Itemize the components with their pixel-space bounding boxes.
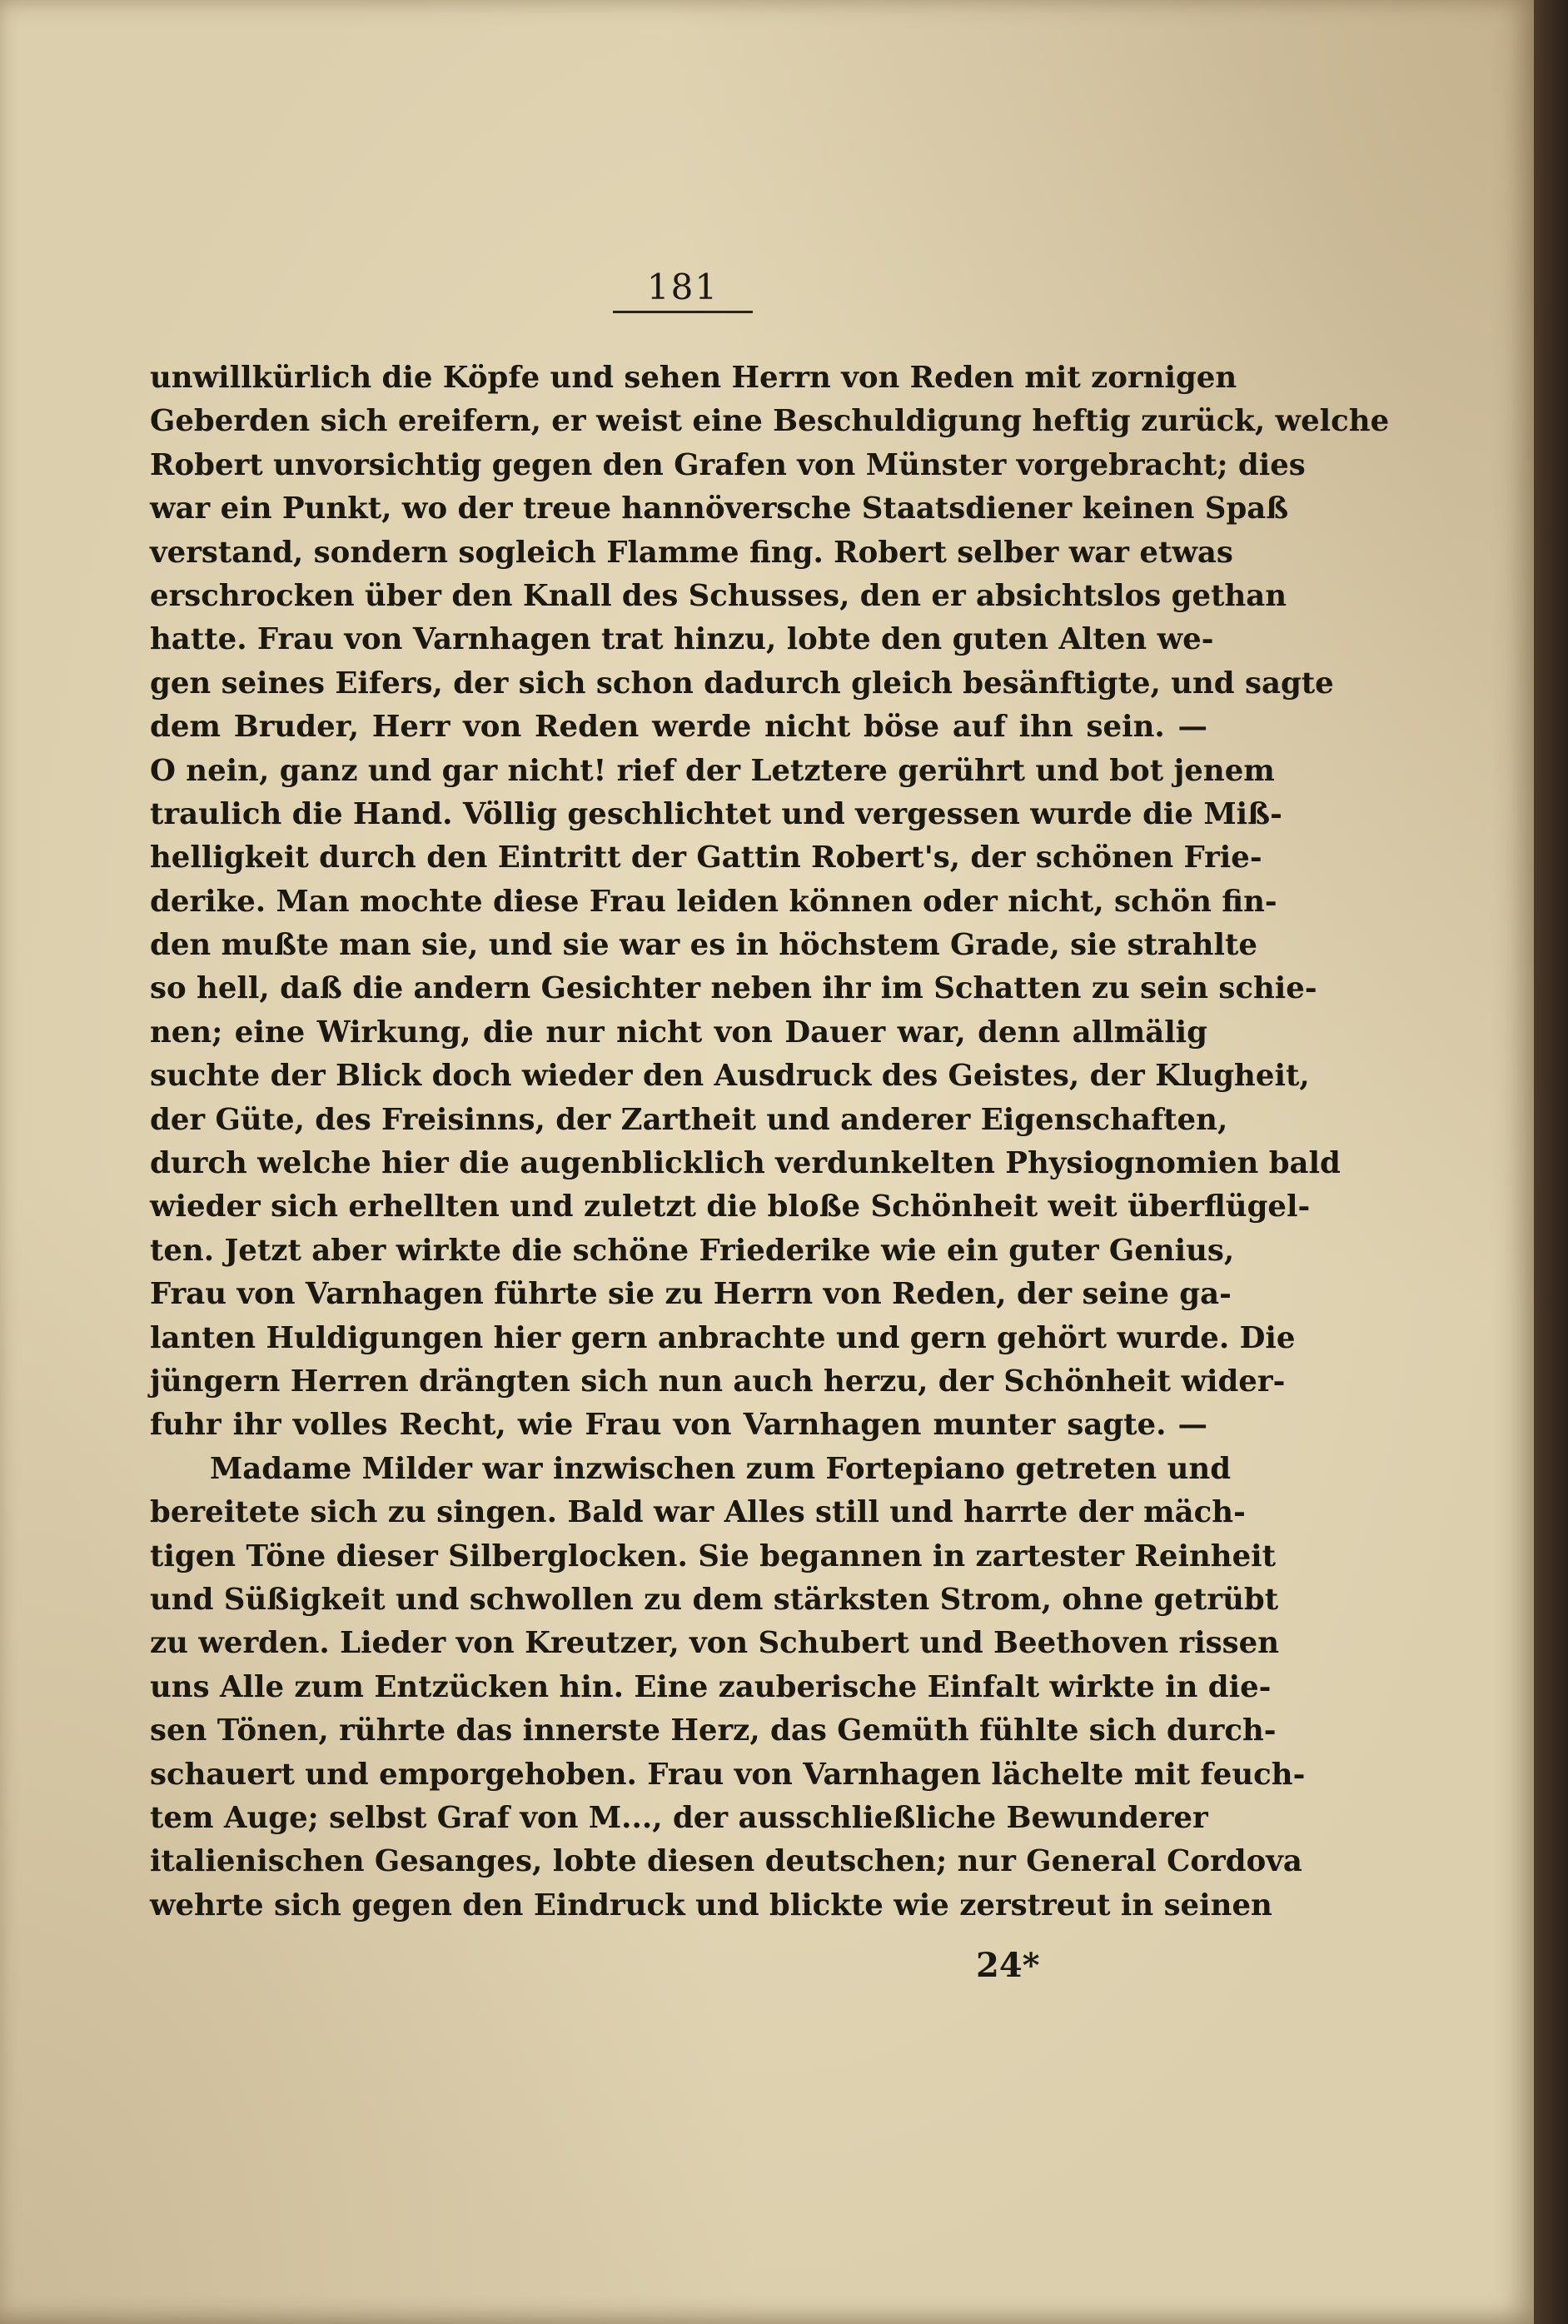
header-rule bbox=[613, 311, 753, 313]
text-line: wehrte sich gegen den Eindruck und blickte wie zerstreut in seinen bbox=[150, 1888, 1272, 1923]
text-line: O nein, ganz und gar nicht! rief der Letztere gerührt und bot jenem bbox=[150, 753, 1275, 788]
text-line: war ein Punkt, wo der treue hannöversche Staatsdiener keinen Spaß bbox=[150, 491, 1289, 526]
text-line: tem Auge; selbst Graf von M..., der ausschließliche Bewunderer bbox=[150, 1800, 1208, 1835]
text-line: gen seines Eifers, der sich schon dadurch gleich besänftigte, und sagte bbox=[150, 666, 1334, 701]
page-number: 181 bbox=[646, 267, 719, 307]
text-line: zu werden. Lieder von Kreutzer, von Schubert und Beethoven rissen bbox=[150, 1626, 1280, 1661]
text-line: fuhr ihr volles Recht, wie Frau von Varnhagen munter sagte. — bbox=[150, 1408, 1207, 1443]
text-line: den mußte man sie, und sie war es in höchstem Grade, sie strahlte bbox=[150, 928, 1257, 963]
text-line: Frau von Varnhagen führte sie zu Herrn von Reden, der seine ga- bbox=[150, 1277, 1232, 1312]
text-line: nen; eine Wirkung, die nur nicht von Dauer war, denn allmälig bbox=[150, 1015, 1207, 1050]
signature-mark: 24* bbox=[976, 1946, 1040, 1985]
text-line: schauert und emporgehoben. Frau von Varnhagen lächelte mit feuch- bbox=[150, 1757, 1306, 1792]
text-line: durch welche hier die augenblicklich verdunkelten Physiognomien bald bbox=[150, 1146, 1341, 1181]
text-line: der Güte, des Freisinns, der Zartheit und anderer Eigenschaften, bbox=[150, 1102, 1228, 1137]
text-line: lanten Huldigungen hier gern anbrachte und gern gehört wurde. Die bbox=[150, 1320, 1296, 1355]
body-text bbox=[150, 357, 1390, 1928]
text-line: helligkeit durch den Eintritt der Gattin Robert's, der schönen Frie- bbox=[150, 840, 1262, 875]
text-line: so hell, daß die andern Gesichter neben ihr im Schatten zu sein schie- bbox=[150, 971, 1317, 1006]
text-line: Robert unvorsichtig gegen den Grafen von Münster vorgebracht; dies bbox=[150, 447, 1306, 482]
text-line: derike. Man mochte diese Frau leiden können oder nicht, schön fin- bbox=[150, 884, 1277, 919]
text-line: jüngern Herren drängten sich nun auch herzu, der Schönheit wider- bbox=[150, 1364, 1286, 1399]
text-line: wieder sich erhellten und zuletzt die bloße Schönheit weit überflügel- bbox=[150, 1189, 1311, 1224]
text-line: unwillkürlich die Köpfe und sehen Herrn von Reden mit zornigen bbox=[150, 361, 1237, 395]
text-line: bereitete sich zu singen. Bald war Alles still und harrte der mäch- bbox=[150, 1495, 1246, 1530]
text-line: uns Alle zum Entzücken hin. Eine zauberische Einfalt wirkte in die- bbox=[150, 1669, 1272, 1704]
book-spine-edge bbox=[1534, 0, 1568, 2324]
text-line: italienischen Gesanges, lobte diesen deutschen; nur General Cordova bbox=[150, 1844, 1302, 1879]
text-line: sen Tönen, rührte das innerste Herz, das Gemüth fühlte sich durch- bbox=[150, 1713, 1277, 1748]
text-line: und Süßigkeit und schwollen zu dem stärksten Strom, ohne getrübt bbox=[150, 1582, 1279, 1617]
text-line: erschrocken über den Knall des Schusses, den er absichtslos gethan bbox=[150, 578, 1287, 613]
text-line: dem Bruder, Herr von Reden werde nicht böse auf ihn sein. — bbox=[150, 710, 1207, 745]
text-line: Geberden sich ereifern, er weist eine Beschuldigung heftig zurück, welche bbox=[150, 404, 1390, 439]
text-line: suchte der Blick doch wieder den Ausdruck des Geistes, der Klugheit, bbox=[150, 1059, 1310, 1094]
text-line: traulich die Hand. Völlig geschlichtet und vergessen wurde die Miß- bbox=[150, 796, 1282, 831]
text-line: verstand, sondern sogleich Flamme fing. Robert selber war etwas bbox=[150, 535, 1233, 570]
text-line: hatte. Frau von Varnhagen trat hinzu, lobte den guten Alten we- bbox=[150, 622, 1214, 657]
text-line: Madame Milder war inzwischen zum Fortepiano getreten und bbox=[210, 1451, 1232, 1486]
text-line: tigen Töne dieser Silberglocken. Sie begannen in zartester Reinheit bbox=[150, 1539, 1277, 1573]
text-line: ten. Jetzt aber wirkte die schöne Friederike wie ein guter Genius, bbox=[150, 1233, 1235, 1268]
